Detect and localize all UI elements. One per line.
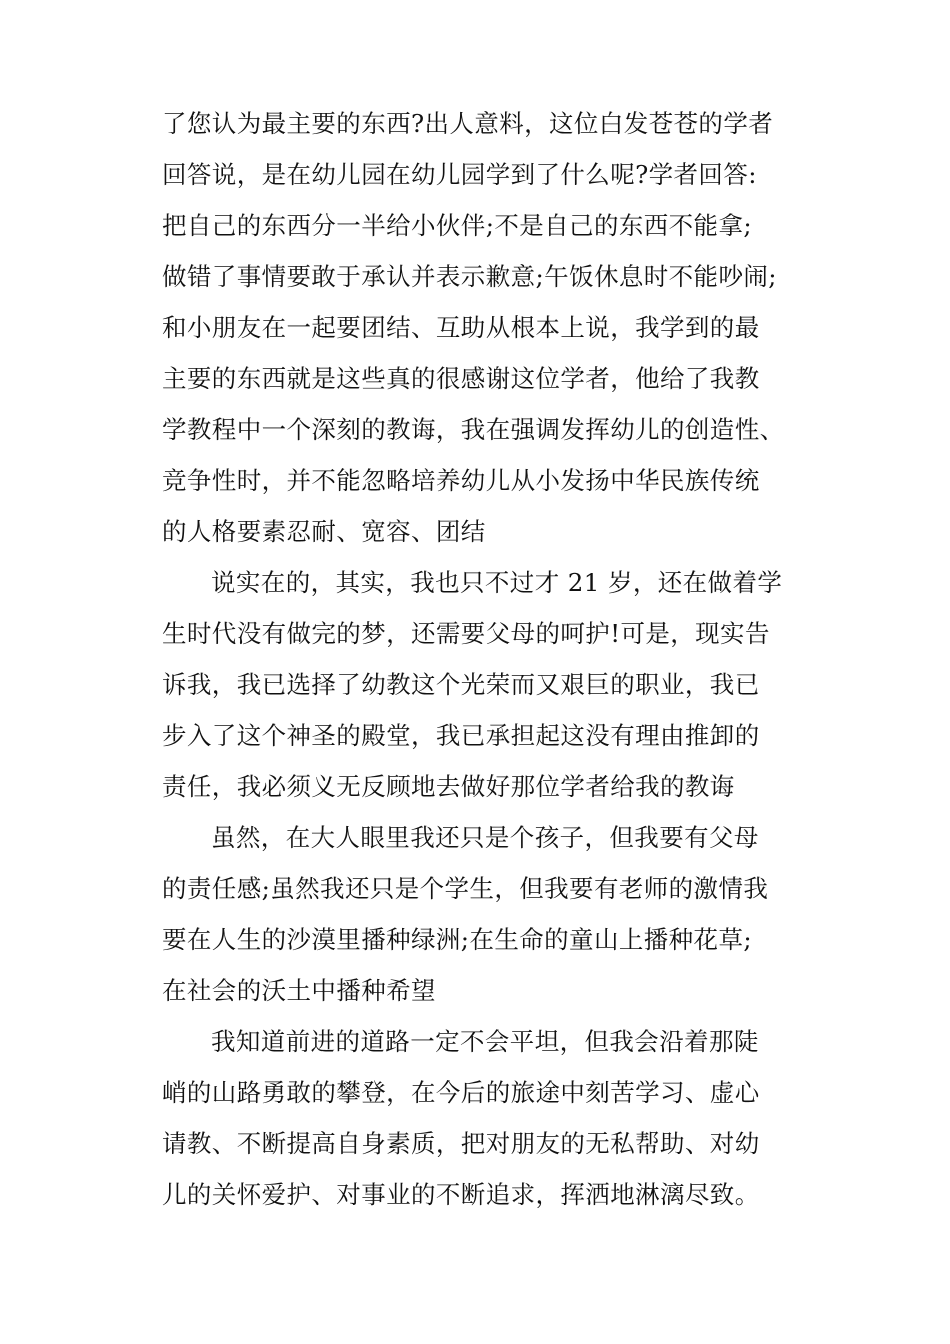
paragraph-first-line: 虽然，在大人眼里我还只是个孩子，但我要有父母 xyxy=(211,823,759,852)
document-body xyxy=(162,98,822,1220)
text-line: 回答说，是在幼儿园在幼儿园学到了什么呢?学者回答: xyxy=(162,160,757,189)
text-line: 责任，我必须义无反顾地去做好那位学者给我的教诲 xyxy=(162,772,735,801)
text-line: 竞争性时，并不能忽略培养幼儿从小发扬中华民族传统 xyxy=(162,466,760,495)
text-line: 的责任感;虽然我还只是个学生，但我要有老师的激情我 xyxy=(162,874,769,903)
text-line: 请教、不断提高自身素质，把对朋友的无私帮助、对幼 xyxy=(162,1129,760,1158)
text-line: 要在人生的沙漠里播种绿洲;在生命的童山上播种花草; xyxy=(162,925,753,954)
text-line: 步入了这个神圣的殿堂，我已承担起这没有理由推卸的 xyxy=(162,721,760,750)
text-line: 生时代没有做完的梦，还需要父母的呵护!可是，现实告 xyxy=(162,619,770,648)
text-line: 在社会的沃土中播种希望 xyxy=(162,976,436,1005)
paragraph-first-line: 说实在的，其实，我也只不过才 21 岁，还在做着学 xyxy=(211,568,783,597)
text-line: 的人格要素忍耐、宽容、团结 xyxy=(162,517,486,546)
paragraph-first-line: 我知道前进的道路一定不会平坦，但我会沿着那陡 xyxy=(211,1027,759,1056)
text-line: 做错了事情要敢于承认并表示歉意;午饭休息时不能吵闹; xyxy=(162,262,777,291)
text-line: 学教程中一个深刻的教诲，我在强调发挥幼儿的创造性、 xyxy=(162,415,785,444)
text-line: 峭的山路勇敢的攀登，在今后的旅途中刻苦学习、虚心 xyxy=(162,1078,760,1107)
text-line: 了您认为最主要的东西?出人意料，这位白发苍苍的学者 xyxy=(162,109,774,138)
text-line: 主要的东西就是这些真的很感谢这位学者，他给了我教 xyxy=(162,364,760,393)
text-line: 和小朋友在一起要团结、互助从根本上说，我学到的最 xyxy=(162,313,760,342)
text-line: 把自己的东西分一半给小伙伴;不是自己的东西不能拿; xyxy=(162,211,753,240)
text-line: 诉我，我已选择了幼教这个光荣而又艰巨的职业，我已 xyxy=(162,670,760,699)
text-line: 儿的关怀爱护、对事业的不断追求，挥洒地淋漓尽致。 xyxy=(162,1180,760,1209)
